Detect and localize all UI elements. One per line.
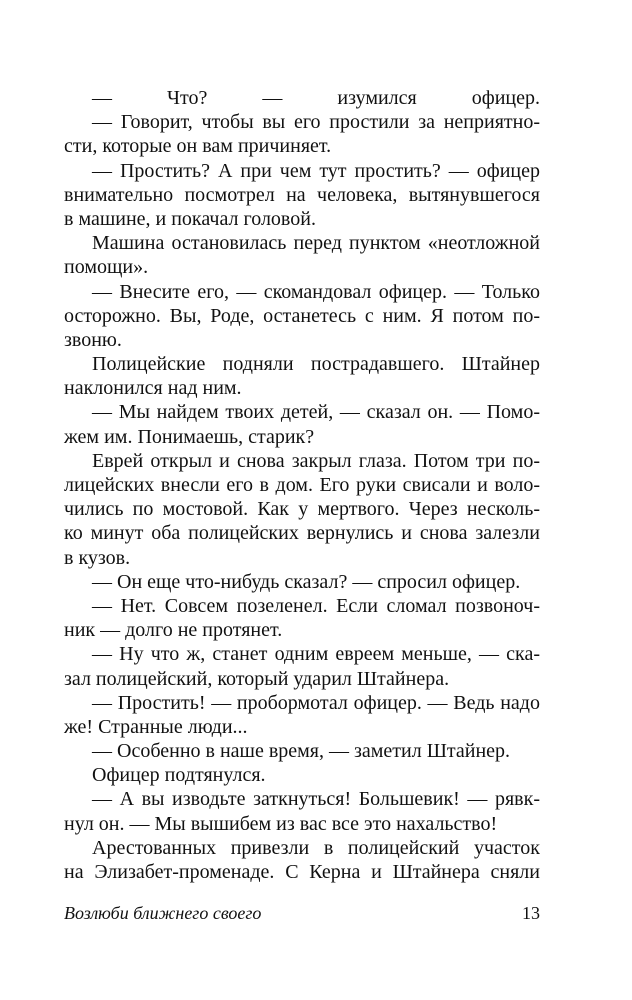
text-line: наклонился над ним. <box>64 377 242 400</box>
text-line: — Мы найдем твоих детей, — сказал он. — Помо- <box>92 401 540 424</box>
text-line: ко минут оба полицейских вернулись и снова залезли <box>64 522 540 545</box>
text-line: осторожно. Вы, Роде, останетесь с ним. Я потом по- <box>64 304 540 327</box>
text-line: чились по мостовой. Как у мертвого. Через несколь- <box>64 498 540 521</box>
text-line: Офицер подтянулся. <box>92 764 266 787</box>
text-line: зал полицейский, который ударил Штайнера. <box>64 667 450 690</box>
text-line: — Особенно в наше время, — заметил Штайнер. <box>92 740 511 763</box>
text-line: — Ну что ж, станет одним евреем меньше, — ска- <box>92 643 540 666</box>
text-line: сти, которые он вам причиняет. <box>64 135 332 158</box>
text-line: Арестованных привезли в полицейский участок <box>92 836 540 859</box>
text-line: Машина остановилась перед пунктом «неотложной <box>92 232 540 255</box>
text-line: — А вы изводьте заткнуться! Большевик! — рявк- <box>92 788 540 811</box>
text-line: — Что? — изумился офицер. <box>92 87 540 109</box>
text-line: в машине, и покачал головой. <box>64 207 316 230</box>
text-line: же! Странные люди... <box>64 715 248 738</box>
text-line: Еврей открыл и снова закрыл глаза. Потом три по- <box>92 449 540 472</box>
text-line: Полицейские подняли пострадавшего. Штайнер <box>92 353 540 376</box>
text-line: на Элизабет-променаде. С Керна и Штайнера сняли <box>64 861 540 883</box>
text-line: нул он. — Мы вышибем из вас все это нахальство! <box>64 812 498 835</box>
page-number: 13 <box>522 903 540 923</box>
text-line: — Простить! — пробормотал офицер. — Ведь надо <box>92 691 540 714</box>
text-line: помощи». <box>64 256 149 279</box>
running-footer-title: Возлюби ближнего своего <box>64 903 262 923</box>
text-line: — Нет. Совсем позеленел. Если сломал позвоноч- <box>92 594 540 617</box>
text-line: жем им. Понимаешь, старик? <box>64 425 315 448</box>
text-line: — Простить? А при чем тут простить? — офицер <box>92 159 540 182</box>
text-line: лицейских внесли его в дом. Его руки свисали и воло- <box>64 474 540 496</box>
text-line: внимательно посмотрел на человека, вытянувшегося <box>64 183 540 206</box>
text-line: в кузов. <box>64 546 131 569</box>
text-line: ник — долго не протянет. <box>64 619 283 642</box>
text-line: — Внесите его, — скомандовал офицер. — Только <box>92 280 540 303</box>
body-text <box>64 86 540 884</box>
text-line: звоню. <box>64 328 122 351</box>
text-line: — Говорит, чтобы вы его простили за неприятно- <box>92 111 540 134</box>
text-line: — Он еще что-нибудь сказал? — спросил офицер. <box>92 570 521 593</box>
